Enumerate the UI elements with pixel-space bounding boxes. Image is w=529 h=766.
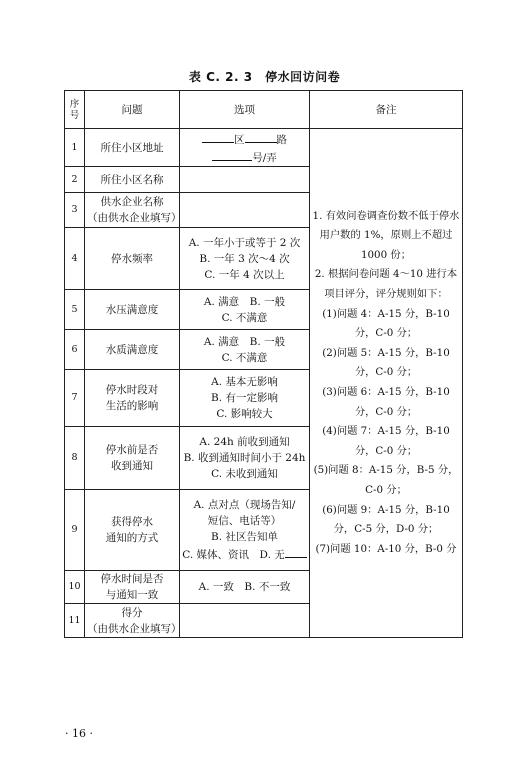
row-number: 2	[65, 167, 85, 193]
question-cell	[85, 193, 180, 228]
row-number: 4	[65, 228, 85, 290]
question-line: 所住小区名称	[100, 173, 164, 186]
row-number: 7	[65, 370, 85, 427]
question-line: 与通知一致	[105, 589, 159, 601]
options-cell	[180, 427, 310, 490]
option-line: B. 一年 3 次～4 次	[199, 252, 290, 265]
note-line: 2. 根据问卷问题 4～10 进行本项目评分，评分规则如下：	[314, 268, 458, 301]
question-line: （由供水企业填写）	[87, 212, 182, 224]
question-line: 水压满意度	[105, 303, 159, 316]
question-line: 停水频率	[111, 252, 153, 265]
option-line: A. 一致 B. 不一致	[198, 581, 291, 593]
question-line: 停水前是否	[105, 444, 159, 456]
row-number: 10	[65, 571, 85, 604]
note-line: (5)问题 8：A-15 分，B-5 分，C-0 分；	[313, 464, 459, 496]
note-line: 1. 有效问卷调查份数不低于停水用户数的 1%，原则上不超过 1000 份；	[312, 209, 460, 261]
question-cell	[85, 571, 180, 604]
header-question: 问题	[85, 91, 180, 129]
table-title: 表 C. 2. 3 停水回访问卷	[188, 70, 341, 84]
option-line: A. 满意 B. 一般	[203, 295, 286, 308]
note-line: (1)问题 4：A-15 分，B-10 分，C-0 分；	[322, 307, 450, 340]
header-options: 选项	[180, 91, 310, 129]
question-cell	[85, 129, 180, 167]
option-line: C. 未收到通知	[211, 468, 278, 480]
row-number: 6	[65, 330, 85, 370]
option-line: C. 不满意	[221, 311, 268, 324]
question-line: 通知的方式	[105, 532, 159, 544]
note-line: (7)问题 10：A-10 分，B-0 分	[315, 542, 457, 555]
option-line: A. 点对点（现场告知/	[193, 499, 296, 511]
header-no: 序号	[65, 91, 85, 129]
options-cell	[180, 604, 310, 638]
option-line: 短信、电话等）	[207, 515, 282, 527]
question-line: 停水时间是否	[100, 573, 164, 585]
other-blank[interactable]	[285, 545, 307, 558]
question-line: 供水企业名称	[100, 196, 164, 208]
question-line: 获得停水	[111, 516, 153, 528]
option-line: C. 不满意	[221, 351, 268, 364]
option-line: A. 满意 B. 一般	[203, 335, 286, 348]
question-line: 水质满意度	[105, 343, 159, 356]
question-line: 所住小区地址	[100, 141, 164, 154]
option-line: B. 有一定影响	[211, 392, 278, 404]
option-line: B. 收到通知时间小于 24h	[183, 452, 306, 464]
question-cell	[85, 427, 180, 490]
question-cell	[85, 490, 180, 571]
row-number: 9	[65, 490, 85, 571]
question-cell	[85, 228, 180, 290]
options-cell	[180, 330, 310, 370]
page-number: · 16 ·	[65, 727, 93, 740]
options-cell	[180, 228, 310, 290]
district-blank[interactable]	[202, 130, 234, 143]
header-notes: 备注	[310, 91, 463, 129]
option-line: A. 一年小于或等于 2 次	[188, 236, 301, 249]
question-line: 停水时段对	[105, 384, 159, 396]
options-cell	[180, 290, 310, 330]
address-line-1	[182, 130, 307, 148]
row-number: 11	[65, 604, 85, 638]
question-cell	[85, 167, 180, 193]
question-cell	[85, 290, 180, 330]
row-number: 1	[65, 129, 85, 167]
options-cell	[180, 370, 310, 427]
table-row	[65, 129, 463, 167]
option-line: B. 社区告知单	[211, 531, 278, 543]
options-cell	[180, 129, 310, 167]
notes-cell	[310, 129, 463, 638]
options-cell	[180, 490, 310, 571]
survey-table	[64, 90, 463, 638]
row-number: 8	[65, 427, 85, 490]
question-cell	[85, 604, 180, 638]
question-line: 得分	[121, 606, 143, 619]
note-line: (6)问题 9：A-15 分，B-10 分，C-5 分，D-0 分；	[322, 503, 450, 536]
district-label: 区	[234, 133, 245, 146]
question-cell	[85, 370, 180, 427]
option-line: A. 24h 前收到通知	[199, 436, 290, 448]
row-number: 5	[65, 290, 85, 330]
address-line-2	[182, 148, 307, 166]
question-cell	[85, 330, 180, 370]
row-number: 3	[65, 193, 85, 228]
number-blank[interactable]	[212, 148, 252, 161]
question-line: （由供水企业填写）	[87, 622, 182, 635]
question-line: 生活的影响	[105, 400, 159, 412]
note-line: (2)问题 5：A-15 分，B-10 分，C-0 分；	[322, 346, 450, 379]
options-cell	[180, 167, 310, 193]
question-line: 收到通知	[111, 460, 153, 472]
options-cell	[180, 193, 310, 228]
note-line: (3)问题 6：A-15 分，B-10 分，C-0 分；	[322, 386, 450, 418]
road-label: 路	[276, 133, 287, 146]
option-line: C. 媒体、资讯 D. 无	[182, 545, 307, 563]
road-blank[interactable]	[245, 130, 277, 143]
option-line: C. 影响较大	[216, 408, 273, 420]
options-cell	[180, 571, 310, 604]
number-label: 号/弄	[252, 151, 277, 164]
option-line: A. 基本无影响	[211, 376, 278, 388]
note-line: (4)问题 7：A-15 分，B-10 分，C-0 分；	[322, 425, 450, 457]
option-line: C. 一年 4 次以上	[204, 268, 285, 281]
